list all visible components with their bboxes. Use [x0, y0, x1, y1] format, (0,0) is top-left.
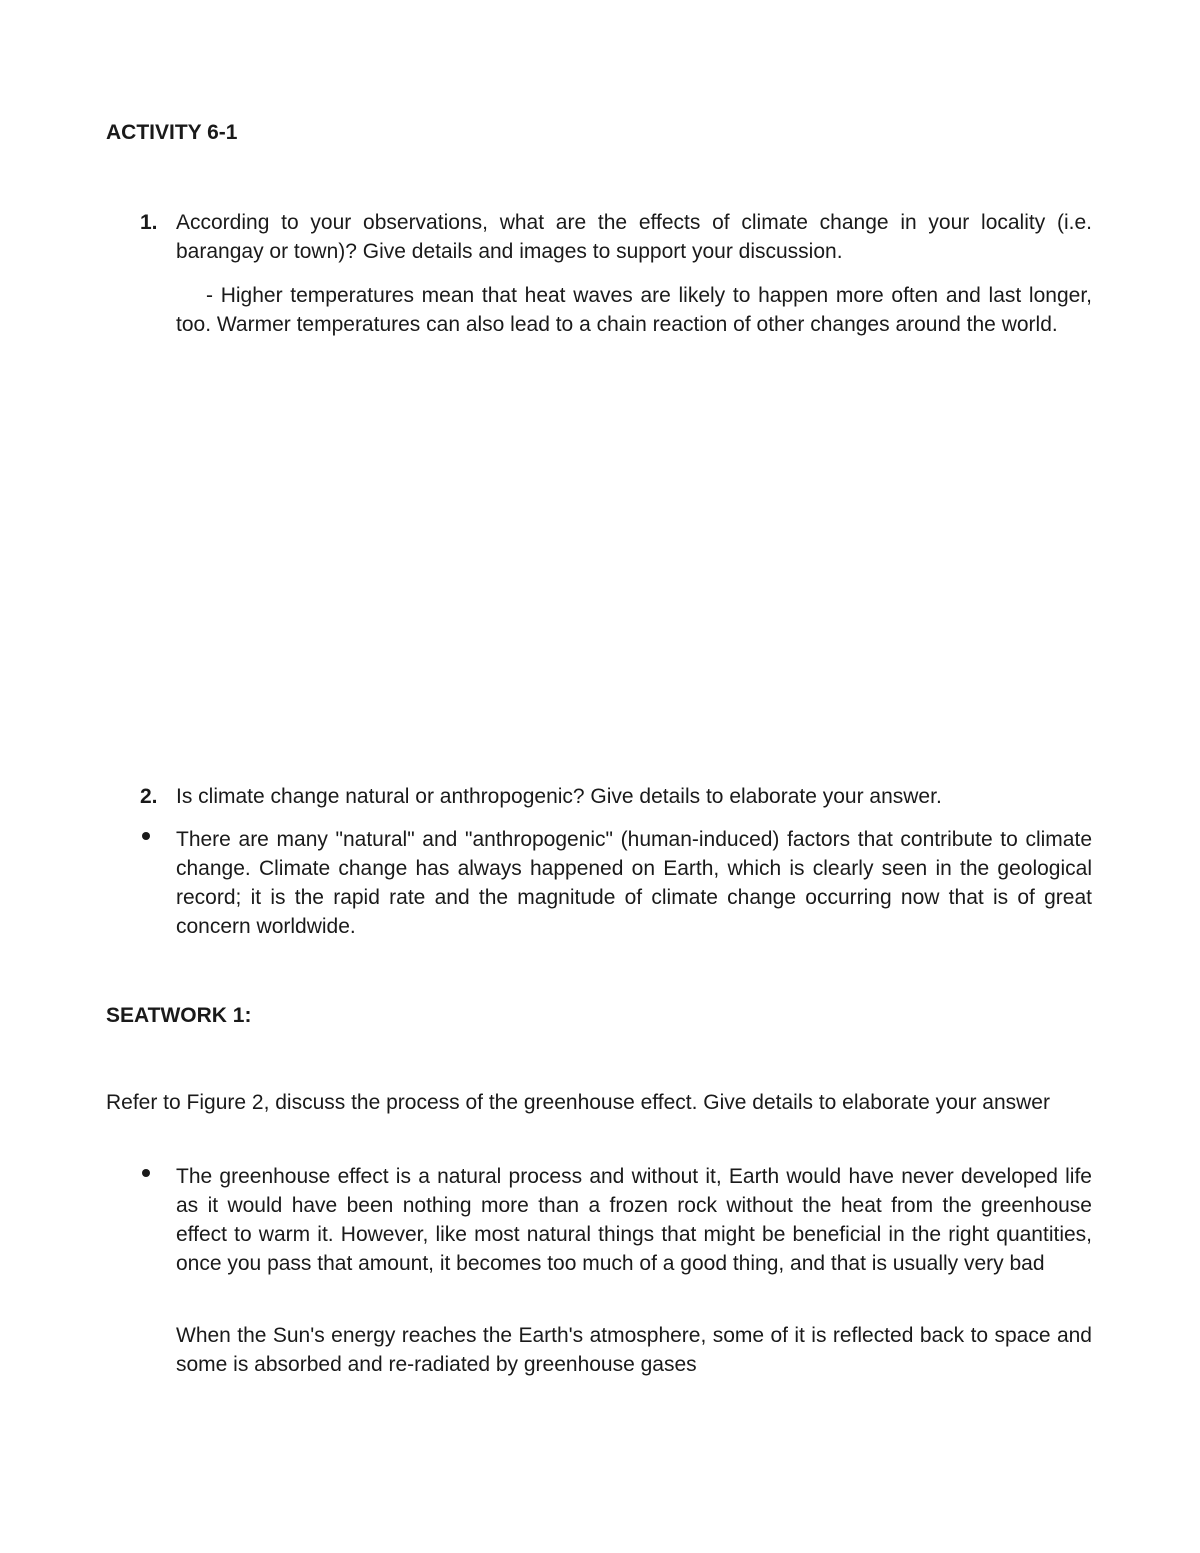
question-1-text: According to your observations, what are the effects of climate change in your locality (i.e. barangay or town)? Give details and images to support your discussion.	[176, 211, 1092, 263]
question-1-answer: - Higher temperatures mean that heat waves are likely to happen more often and last longer, too. Warmer temperatures can also lead to a chain reaction of other changes around the world.	[176, 284, 1092, 336]
question-2-text: Is climate change natural or anthropogenic? Give details to elaborate your answer.	[176, 785, 942, 808]
seatwork-title: SEATWORK 1:	[106, 1004, 252, 1027]
seatwork-answer: The greenhouse effect is a natural process and without it, Earth would have never developed life as it would have been nothing more than a frozen rock without the heat from the greenhouse effect to warm it. However, like most natural things that might be beneficial in the right quantities, once you pass that amount, it becomes too much of a good thing, and that is usually very bad	[176, 1165, 1092, 1275]
seatwork-answer-continued: When the Sun's energy reaches the Earth's atmosphere, some of it is reflected back to space and some is absorbed and re-radiated by greenhouse gases	[176, 1324, 1092, 1376]
seatwork-prompt: Refer to Figure 2, discuss the process of the greenhouse effect. Give details to elaborate your answer	[106, 1091, 1050, 1114]
bullet-icon	[140, 832, 152, 844]
question-1-number: 1.	[140, 211, 158, 234]
bullet-icon	[140, 1169, 152, 1181]
question-2-answer: There are many "natural" and "anthropogenic" (human-induced) factors that contribute to climate change. Climate change has always happened on Earth, which is clearly seen in the geological record; it is the rapid rate and the magnitude of climate change occurring now that is of great concern worldwide.	[176, 828, 1092, 938]
activity-title: ACTIVITY 6-1	[106, 121, 238, 144]
question-2-number: 2.	[140, 785, 158, 808]
